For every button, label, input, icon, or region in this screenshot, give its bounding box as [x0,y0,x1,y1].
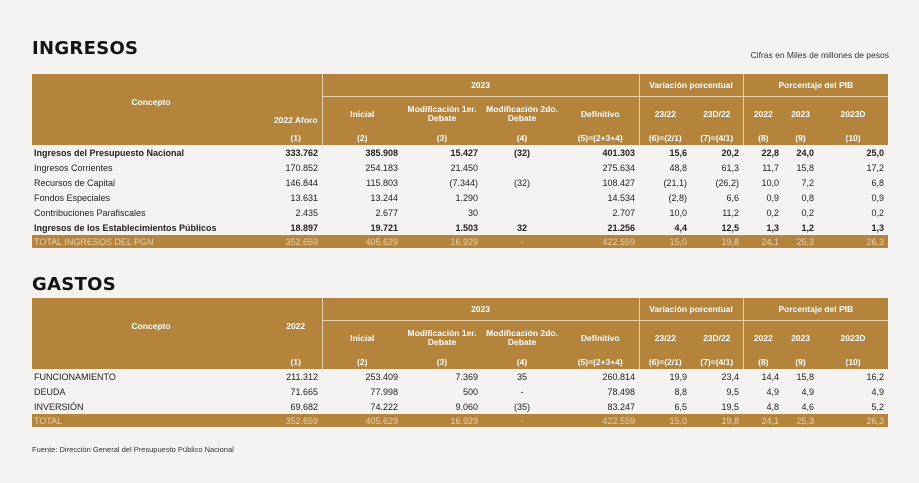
cell-value: 1.503 [455,222,478,233]
cell-value: 4,6 [801,401,815,412]
cell-value: 1.290 [455,192,478,203]
cell-value: 146.844 [285,177,318,188]
inicial-header: Inicial [322,97,402,132]
cell-value: 422.559 [562,414,639,427]
cell-value: 254.183 [365,162,398,173]
cell-value: 253.409 [365,371,398,382]
cell-value: 16,2 [866,371,885,382]
cell-value: 74.222 [370,401,398,412]
variacion-header: Variación porcentual [639,298,743,321]
cell-value: 405.629 [322,414,402,427]
cell-value: 8,8 [674,386,688,397]
cell-value: 275.634 [602,162,636,173]
cell-value: (32) [513,177,530,188]
mod1-header: Modificación 1er. Debate [402,321,482,356]
year-2023-header: 2023 [322,74,639,97]
col-num: (5)=(2+3+4) [562,355,639,369]
table-row [32,369,888,384]
cell-value: 385.908 [365,147,398,158]
variacion-header: Variación porcentual [639,74,743,97]
cell-value: 6,5 [674,401,688,412]
cell-value: (21,1) [663,177,688,188]
cell-value: 1,2 [801,222,815,233]
col-num: (10) [818,131,888,145]
cell-value: 5,2 [871,401,885,412]
row-label: FUNCIONAMIENTO [34,371,116,382]
cell-value: 26,3 [818,235,888,248]
gastos-table [32,298,888,427]
cell-value: 422.559 [562,235,639,248]
cell-value: 0,2 [801,207,815,218]
cell-value: 500 [462,386,478,397]
col-num: (4) [482,131,562,145]
cell-value: 2.707 [612,207,636,218]
cell-value: 0,8 [801,192,815,203]
total-row [32,414,888,427]
cell-value: 4,9 [766,386,780,397]
cell-value: 32 [516,222,527,233]
cell-value: 2.677 [375,207,398,218]
row-label: DEUDA [34,386,66,397]
cell-value [482,160,562,175]
row-label: Ingresos Corrientes [34,162,113,173]
col-num: (3) [402,355,482,369]
table-row [32,384,888,399]
col-num: (8) [743,131,783,145]
row-label: Ingresos de los Establecimientos Públicos [34,222,217,233]
pib-2023-header: 2023 [783,321,818,356]
row-label: TOTAL INGRESOS DEL PGN [32,235,270,248]
cell-value: 21.450 [450,162,478,173]
cell-value: 4,9 [871,386,885,397]
cell-value [482,190,562,205]
cell-value: 333.762 [285,147,318,158]
cell-value: 0,2 [766,207,780,218]
cell-value [482,205,562,220]
cell-value: 19,5 [721,401,740,412]
inicial-header: Inicial [322,321,402,356]
cell-value: 15.427 [450,147,478,158]
cell-value: 6,8 [871,177,885,188]
cell-value: 1,3 [871,222,885,233]
row-label: Fondos Especiales [34,192,111,203]
cell-value: 4,9 [801,386,815,397]
aforo-header: 2022 [270,298,322,355]
cell-value: 25,3 [783,235,818,248]
cell-value: 17,2 [866,162,885,173]
units-note: Cifras en Miles de millones de pesos [750,50,889,60]
cell-value: 260.814 [602,371,636,382]
cell-value: 4,8 [766,401,780,412]
row-label: TOTAL [32,414,270,427]
var-23d-22-header: 23D/22 [691,321,743,356]
col-num: (7)=(4/1) [691,131,743,145]
table-row [32,160,888,175]
cell-value: 0,9 [766,192,780,203]
cell-value: (7.344) [449,177,478,188]
cell-value: 10,0 [669,207,688,218]
row-label: Contribuciones Parafiscales [34,207,146,218]
cell-value: (35) [513,401,530,412]
cell-value: 6,6 [726,192,740,203]
var-23-22-header: 23/22 [639,321,691,356]
definitivo-header: Definitivo [562,321,639,356]
cell-value: 77.998 [370,386,398,397]
cell-value: 48,8 [669,162,688,173]
cell-value: 20,2 [721,147,740,158]
table-row [32,145,888,160]
col-num: (6)=(2/1) [639,131,691,145]
source-note: Fuente: Dirección General del Presupuesto Público Nacional [32,445,234,454]
table-row [32,399,888,414]
cell-value: - [482,414,562,427]
ingresos-table [32,74,888,248]
table-row [32,190,888,205]
cell-value: 115.803 [366,177,398,188]
cell-value: 19,8 [691,414,743,427]
mod2-header: Modificación 2do. Debate [482,97,562,132]
cell-value: 24,0 [796,147,815,158]
cell-value: - [520,386,524,397]
table-row [32,175,888,190]
pib-2023-header: 2023 [783,97,818,132]
cell-value: 22,8 [761,147,780,158]
table-row [32,220,888,235]
cell-value: 7,2 [801,177,815,188]
cell-value: 24,1 [743,414,783,427]
cell-value: (32) [513,147,530,158]
pib-2023d-header: 2023D [818,97,888,132]
col-num: (10) [818,355,888,369]
cell-value: 1,3 [766,222,780,233]
cell-value: 10,0 [761,177,780,188]
cell-value: 24,1 [743,235,783,248]
col-num: (7)=(4/1) [691,355,743,369]
cell-value: 16.929 [402,235,482,248]
cell-value: 9,5 [726,386,740,397]
cell-value: 211.312 [286,371,318,382]
cell-value: 15,8 [796,371,815,382]
cell-value: 108.427 [602,177,636,188]
col-num: (8) [743,355,783,369]
pib-header: Porcentaje del PIB [743,298,888,321]
col-num: (5)=(2+3+4) [562,131,639,145]
cell-value: 21.256 [607,222,636,233]
cell-value: 71.665 [290,386,318,397]
col-num: (1) [270,131,322,145]
cell-value: 0,9 [871,192,885,203]
cell-value: 12,5 [721,222,740,233]
cell-value: 30 [467,207,478,218]
var-23d-22-header: 23D/22 [691,97,743,132]
cell-value: 26,3 [818,414,888,427]
var-23-22-header: 23/22 [639,97,691,132]
cell-value: 18.897 [290,222,318,233]
gastos-title: GASTOS [32,274,117,295]
col-num: (3) [402,131,482,145]
cell-value: 23,4 [721,371,740,382]
col-num: (1) [270,355,322,369]
cell-value: 405.629 [322,235,402,248]
cell-value: (2,8) [668,192,688,203]
row-label: INVERSIÓN [34,401,84,412]
cell-value: 14,4 [761,371,780,382]
col-num: (4) [482,355,562,369]
cell-value: 83.247 [607,401,636,412]
mod2-header: Modificación 2do. Debate [482,321,562,356]
pib-2022-header: 2022 [743,321,783,356]
ingresos-title: INGRESOS [32,38,139,59]
cell-value: 170.852 [285,162,318,173]
cell-value: 78.498 [607,386,636,397]
cell-value: 401.303 [602,147,636,158]
cell-value: 14.534 [607,192,636,203]
cell-value: 25,0 [866,147,885,158]
col-num: (9) [783,131,818,145]
col-num: (2) [322,131,402,145]
mod1-header: Modificación 1er. Debate [402,97,482,132]
pib-header: Porcentaje del PIB [743,74,888,97]
cell-value: 7.369 [455,371,478,382]
cell-value: 15,8 [796,162,815,173]
cell-value: 61,3 [721,162,740,173]
cell-value: 19,8 [691,235,743,248]
col-num: (2) [322,355,402,369]
cell-value: 25,3 [783,414,818,427]
cell-value: 69.682 [290,401,318,412]
cell-value: 15,6 [669,147,688,158]
concepto-header: Concepto [32,74,270,131]
cell-value: 4,4 [674,222,688,233]
col-num: (6)=(2/1) [639,355,691,369]
row-label: Ingresos del Presupuesto Nacional [34,147,185,158]
table-row [32,205,888,220]
cell-value: 9.060 [455,401,478,412]
cell-value: 352.659 [270,414,322,427]
cell-value: (26,2) [715,177,740,188]
cell-value: 15,0 [639,235,691,248]
pib-2023d-header: 2023D [818,321,888,356]
cell-value: 0,2 [871,207,885,218]
cell-value: 11,7 [762,162,780,173]
cell-value: 16.929 [402,414,482,427]
aforo-header: 2022 Aforo [270,74,322,131]
cell-value: 19,9 [669,371,688,382]
cell-value: 2.435 [295,207,318,218]
year-2023-header: 2023 [322,298,639,321]
cell-value: 15,0 [639,414,691,427]
cell-value: - [482,235,562,248]
cell-value: 19.721 [370,222,398,233]
concepto-header: Concepto [32,298,270,355]
total-row [32,235,888,248]
cell-value: 352.659 [270,235,322,248]
cell-value: 13.631 [290,192,318,203]
col-num: (9) [783,355,818,369]
cell-value: 11,2 [722,207,740,218]
row-label: Recursos de Capital [34,177,116,188]
pib-2022-header: 2022 [743,97,783,132]
definitivo-header: Definitivo [562,97,639,132]
cell-value: 13.244 [370,192,398,203]
cell-value: 35 [516,371,527,382]
